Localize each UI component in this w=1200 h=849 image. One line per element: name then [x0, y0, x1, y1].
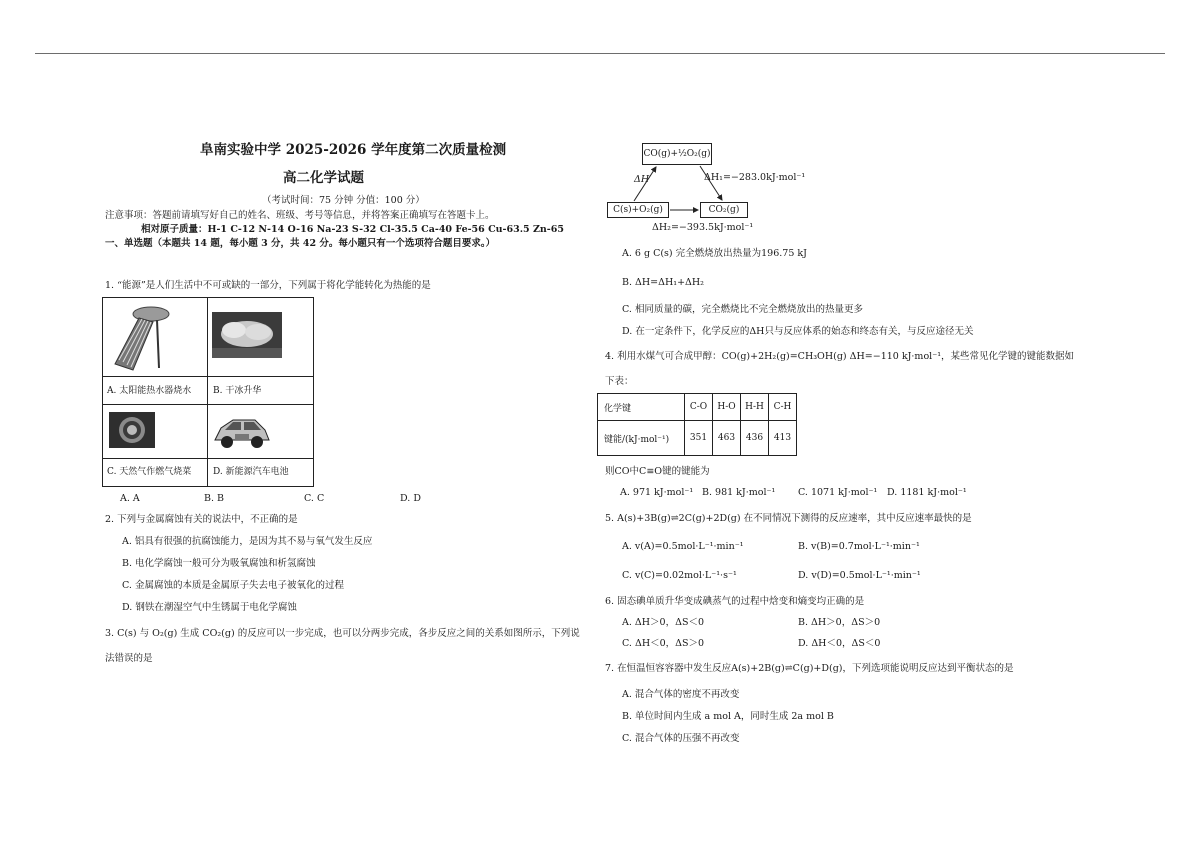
q1-caption-a: A. 太阳能热水器烧水	[107, 386, 192, 396]
q4-question: 则CO中C≡O键的键能为	[605, 466, 710, 477]
q5-option-c: C. v(C)=0.02mol·L⁻¹·s⁻¹	[622, 570, 737, 581]
q3-option-b: B. ΔH=ΔH₁+ΔH₂	[622, 277, 704, 288]
diagram-arrows	[600, 140, 760, 230]
table-cell: 436	[741, 421, 769, 456]
diagram-box-co2: CO₂(g)	[700, 202, 748, 218]
top-rule	[35, 53, 1165, 54]
q4-option-d: D. 1181 kJ·mol⁻¹	[887, 487, 967, 498]
table-cell: 463	[713, 421, 741, 456]
electric-car-image	[211, 410, 271, 454]
q3-option-a: A. 6 g C(s) 完全燃烧放出热量为196.75 kJ	[622, 248, 807, 259]
table-cell: 413	[769, 421, 797, 456]
q5-option-b: B. v(B)=0.7mol·L⁻¹·min⁻¹	[798, 541, 920, 552]
q6-option-b: B. ΔH＞0，ΔS＞0	[798, 617, 881, 628]
section-heading: 一、单选题（本题共 14 题，每小题 3 分，共 42 分。每小题只有一个选项符合题目要求。）	[105, 238, 496, 249]
exam-title: 阜南实验中学 2025-2026 学年度第二次质量检测	[200, 142, 507, 158]
q1-caption-c: C. 天然气作燃气烧菜	[107, 467, 192, 477]
q5-option-d: D. v(D)=0.5mol·L⁻¹·min⁻¹	[798, 570, 921, 581]
diagram-dh1-label: ΔH₁=−283.0kJ·mol⁻¹	[704, 172, 806, 183]
q1-stem: 1. “能源”是人们生活中不可或缺的一部分，下列属于将化学能转化为热能的是	[105, 280, 431, 291]
exam-info: （考试时间：75 分钟 分值：100 分）	[262, 195, 425, 206]
q7-stem: 7. 在恒温恒容容器中发生反应A(s)+2B(g)⇌C(g)+D(g)，下列选项能说明反应达到平衡状态的是	[605, 663, 1014, 674]
q2-option-b: B. 电化学腐蚀一般可分为吸氧腐蚀和析氢腐蚀	[122, 558, 316, 569]
q6-stem: 6. 固态碘单质升华变成碘蒸气的过程中焓变和熵变均正确的是	[605, 596, 865, 607]
q1-option-c: C. C	[304, 493, 325, 504]
gas-stove-image	[109, 412, 155, 448]
q4-stem-line2: 下表：	[605, 376, 634, 387]
q3-stem-line1: 3. C(s) 与 O₂(g) 生成 CO₂(g) 的反应可以一步完成，也可以分两步完成，各步反应之间的关系如图所示，下列说	[105, 628, 580, 639]
q5-option-a: A. v(A)=0.5mol·L⁻¹·min⁻¹	[622, 541, 744, 552]
table-cell: 键能/(kJ·mol⁻¹)	[598, 421, 685, 456]
q6-option-a: A. ΔH＞0，ΔS＜0	[622, 617, 705, 628]
q1-option-d: D. D	[400, 493, 421, 504]
q3-option-d: D. 在一定条件下，化学反应的ΔH只与反应体系的始态和终态有关，与反应途径无关	[622, 326, 974, 337]
q4-option-c: C. 1071 kJ·mol⁻¹	[798, 487, 878, 498]
q4-stem-line1: 4. 利用水煤气可合成甲醇：CO(g)+2H₂(g)=CH₃OH(g) ΔH=−110 kJ·mol⁻¹，某些常见化学键的键能数据如	[605, 351, 1075, 362]
solar-water-heater-image	[109, 304, 173, 372]
table-cell: C-O	[685, 394, 713, 421]
table-cell: H-O	[713, 394, 741, 421]
q7-option-b: B. 单位时间内生成 a mol A，同时生成 2a mol B	[622, 711, 834, 722]
q3-stem-line2: 法错误的是	[105, 653, 153, 664]
q1-caption-d: D. 新能源汽车电池	[213, 467, 289, 477]
q6-option-c: C. ΔH＜0，ΔS＞0	[622, 638, 705, 649]
table-cell: C-H	[769, 394, 797, 421]
table-cell: 351	[685, 421, 713, 456]
diagram-dh2-label: ΔH₂=−393.5kJ·mol⁻¹	[652, 222, 754, 233]
q3-option-c: C. 相同质量的碳，完全燃烧比不完全燃烧放出的热量更多	[622, 304, 863, 315]
diagram-box-c-o2: C(s)+O₂(g)	[607, 202, 669, 218]
q4-option-b: B. 981 kJ·mol⁻¹	[702, 487, 776, 498]
notice: 注意事项：答题前请填写好自己的姓名、班级、考号等信息，并将答案正确填写在答题卡上。	[105, 210, 495, 221]
table-row	[598, 394, 797, 421]
q5-stem: 5. A(s)+3B(g)⇌2C(g)+2D(g) 在不同情况下测得的反应速率，其中反应速率最快的是	[605, 513, 972, 524]
q1-option-a: A. A	[120, 493, 140, 504]
dry-ice-image	[212, 312, 282, 358]
q6-option-d: D. ΔH＜0，ΔS＜0	[798, 638, 881, 649]
bond-energy-table	[597, 393, 797, 456]
diagram-dh-label: ΔH	[634, 174, 650, 185]
q4-option-a: A. 971 kJ·mol⁻¹	[620, 487, 694, 498]
atomic-mass: 相对原子质量：H-1 C-12 N-14 O-16 Na-23 S-32 Cl-35.5 Ca-40 Fe-56 Cu-63.5 Zn-65	[141, 224, 564, 235]
q2-option-c: C. 金属腐蚀的本质是金属原子失去电子被氧化的过程	[122, 580, 344, 591]
diagram-box-co-o2: CO(g)+½O₂(g)	[642, 143, 712, 165]
q1-picture-table	[102, 297, 314, 487]
q7-option-a: A. 混合气体的密度不再改变	[622, 689, 740, 700]
q1-caption-b: B. 干冰升华	[213, 386, 262, 396]
q2-stem: 2. 下列与金属腐蚀有关的说法中，不正确的是	[105, 514, 298, 525]
table-cell: H-H	[741, 394, 769, 421]
q1-option-b: B. B	[204, 493, 225, 504]
exam-subtitle: 高二化学试题	[283, 170, 364, 186]
q2-option-a: A. 铝具有很强的抗腐蚀能力，是因为其不易与氧气发生反应	[122, 536, 373, 547]
table-row	[598, 421, 797, 456]
table-cell: 化学键	[598, 394, 685, 421]
q2-option-d: D. 钢铁在潮湿空气中生锈属于电化学腐蚀	[122, 602, 297, 613]
q7-option-c: C. 混合气体的压强不再改变	[622, 733, 740, 744]
